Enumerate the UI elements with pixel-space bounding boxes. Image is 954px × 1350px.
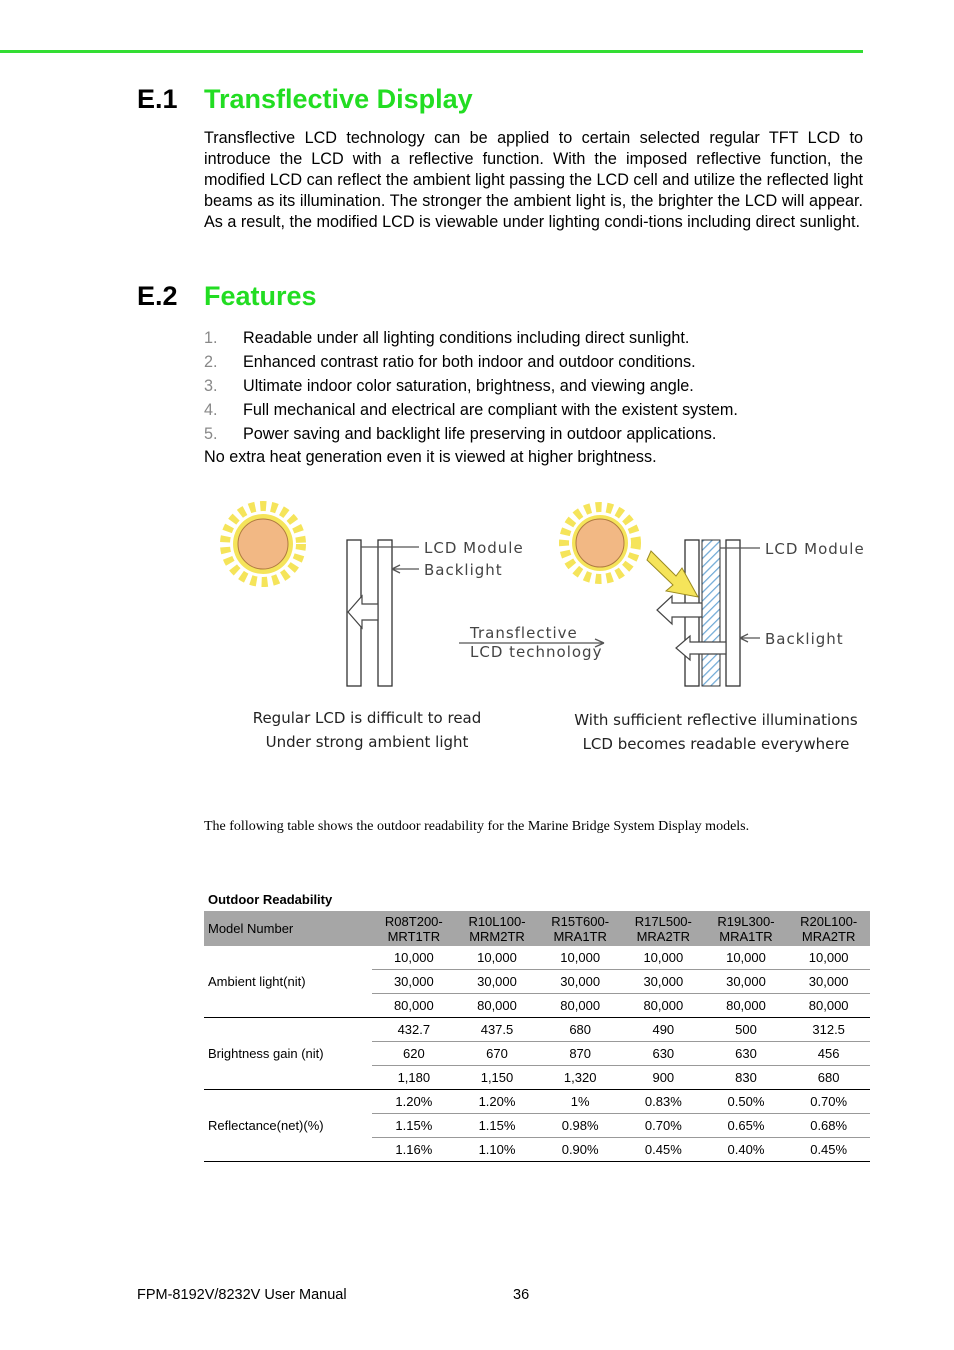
table-cell: 630 xyxy=(622,1042,705,1066)
outdoor-readability-table xyxy=(204,911,870,1162)
table-cell: 80,000 xyxy=(456,994,539,1018)
table-cell: 312.5 xyxy=(787,1018,870,1042)
feature-number: 1. xyxy=(204,329,218,347)
table-cell: 30,000 xyxy=(787,970,870,994)
arrow-left-icon xyxy=(392,565,419,573)
table-header-row xyxy=(204,911,870,946)
table-cell: 80,000 xyxy=(787,994,870,1018)
table-cell: 830 xyxy=(705,1066,788,1090)
header-model: R10L100- MRM2TR xyxy=(456,911,539,946)
table-row xyxy=(204,946,870,970)
table-cell: 456 xyxy=(787,1042,870,1066)
table-cell: 1,320 xyxy=(538,1066,622,1090)
feature-number: 2. xyxy=(204,353,218,371)
table-cell: 620 xyxy=(372,1042,456,1066)
label-lcd-technology: LCD technology xyxy=(470,643,603,661)
table-cell: 80,000 xyxy=(538,994,622,1018)
table-cell: 490 xyxy=(622,1018,705,1042)
label-lcd-module: LCD Module xyxy=(424,539,524,557)
feature-text: Full mechanical and electrical are compliant with the existent system. xyxy=(243,401,738,419)
table-cell: 0.70% xyxy=(787,1090,870,1114)
table-cell: 1.16% xyxy=(372,1138,456,1162)
row-group-label: Ambient light(nit) xyxy=(204,946,372,1018)
table-cell: 500 xyxy=(705,1018,788,1042)
table-cell: 0.70% xyxy=(622,1114,705,1138)
label-backlight: Backlight xyxy=(765,630,844,648)
row-group-label: Brightness gain (nit) xyxy=(204,1018,372,1090)
table-cell: 1,150 xyxy=(456,1066,539,1090)
label-backlight: Backlight xyxy=(424,561,503,579)
table-cell: 10,000 xyxy=(456,946,539,970)
table-cell: 437.5 xyxy=(456,1018,539,1042)
header-model: R15T600- MRA1TR xyxy=(538,911,622,946)
header-model: R08T200- MRT1TR xyxy=(372,911,456,946)
table-cell: 80,000 xyxy=(622,994,705,1018)
table-cell: 1.20% xyxy=(372,1090,456,1114)
section-body: Transflective LCD technology can be applied to certain selected regular TFT LCD to introduce the LCD with a reflective function. With the imposed reflective function, the modified LCD can reflect the ambient light passing the LCD cell and utilize the reflected light beams as its illumination. The stronger the ambient light is, the brighter the LCD will appear. As a result, the modified LCD is viewable under lighting condi-tions including direct sunlight. xyxy=(204,129,863,231)
table-cell: 1.20% xyxy=(456,1090,539,1114)
arrow-left-icon xyxy=(740,634,760,642)
table-cell: 80,000 xyxy=(372,994,456,1018)
table-row xyxy=(204,1090,870,1114)
table-cell: 10,000 xyxy=(622,946,705,970)
reflective-layer xyxy=(702,540,720,686)
backlight-panel xyxy=(378,540,392,686)
section-number: E.2 xyxy=(137,281,178,311)
table-cell: 30,000 xyxy=(705,970,788,994)
feature-text: Power saving and backlight life preserving in outdoor applications. xyxy=(243,425,717,443)
caption-right-2: LCD becomes readable everywhere xyxy=(582,735,850,753)
table-cell: 1.15% xyxy=(456,1114,539,1138)
table-row xyxy=(204,1018,870,1042)
section-title: Transflective Display xyxy=(204,84,473,114)
section-number: E.1 xyxy=(137,84,178,114)
table-cell: 10,000 xyxy=(538,946,622,970)
footer-manual-name: FPM-8192V/8232V User Manual xyxy=(137,1287,347,1303)
feature-text: Enhanced contrast ratio for both indoor and outdoor conditions. xyxy=(243,353,696,371)
table-cell: 670 xyxy=(456,1042,539,1066)
label-lcd-module: LCD Module xyxy=(765,540,865,558)
table-cell: 30,000 xyxy=(456,970,539,994)
table-cell: 1.10% xyxy=(456,1138,539,1162)
table-cell: 680 xyxy=(787,1066,870,1090)
header-model: R19L300- MRA1TR xyxy=(705,911,788,946)
feature-number: 3. xyxy=(204,377,218,395)
table-cell: 432.7 xyxy=(372,1018,456,1042)
label-transflective: Transflective xyxy=(470,624,578,642)
transflective-diagram xyxy=(204,496,874,766)
header-model: R17L500- MRA2TR xyxy=(622,911,705,946)
table-intro: The following table shows the outdoor readability for the Marine Bridge System Display models. xyxy=(204,819,750,834)
feature-number: 5. xyxy=(204,425,218,443)
caption-right-1: With sufficient reflective illuminations xyxy=(574,711,858,729)
table-cell: 1,180 xyxy=(372,1066,456,1090)
table-cell: 630 xyxy=(705,1042,788,1066)
caption-left-1: Regular LCD is difficult to read xyxy=(252,709,482,727)
table-cell: 0.90% xyxy=(538,1138,622,1162)
table-cell: 10,000 xyxy=(372,946,456,970)
feature-text: Ultimate indoor color saturation, brightness, and viewing angle. xyxy=(243,377,694,395)
table-cell: 0.65% xyxy=(705,1114,788,1138)
table-cell: 870 xyxy=(538,1042,622,1066)
header-model: R20L100- MRA2TR xyxy=(787,911,870,946)
feature-text: Readable under all lighting conditions including direct sunlight. xyxy=(243,329,690,347)
header-model-number: Model Number xyxy=(204,911,372,946)
feature-number: 4. xyxy=(204,401,218,419)
sun-icon xyxy=(564,507,636,579)
table-cell: 30,000 xyxy=(538,970,622,994)
table-title: Outdoor Readability xyxy=(208,892,333,907)
table-cell: 0.50% xyxy=(705,1090,788,1114)
backlight-panel xyxy=(726,540,740,686)
feature-note: No extra heat generation even it is viewed at higher brightness. xyxy=(204,448,657,466)
table-cell: 0.98% xyxy=(538,1114,622,1138)
table-cell: 30,000 xyxy=(622,970,705,994)
caption-left-2: Under strong ambient light xyxy=(265,733,469,751)
table-cell: 900 xyxy=(622,1066,705,1090)
table-cell: 0.45% xyxy=(787,1138,870,1162)
table-cell: 30,000 xyxy=(372,970,456,994)
table-cell: 10,000 xyxy=(787,946,870,970)
table-cell: 0.40% xyxy=(705,1138,788,1162)
table-cell: 0.68% xyxy=(787,1114,870,1138)
header-rule xyxy=(0,50,863,53)
page-number: 36 xyxy=(513,1287,530,1303)
table-cell: 1% xyxy=(538,1090,622,1114)
table-cell: 80,000 xyxy=(705,994,788,1018)
section-title: Features xyxy=(204,281,317,311)
row-group-label: Reflectance(net)(%) xyxy=(204,1090,372,1162)
table-cell: 680 xyxy=(538,1018,622,1042)
sun-icon xyxy=(225,506,301,582)
table-cell: 0.45% xyxy=(622,1138,705,1162)
table-cell: 10,000 xyxy=(705,946,788,970)
table-cell: 0.83% xyxy=(622,1090,705,1114)
table-cell: 1.15% xyxy=(372,1114,456,1138)
